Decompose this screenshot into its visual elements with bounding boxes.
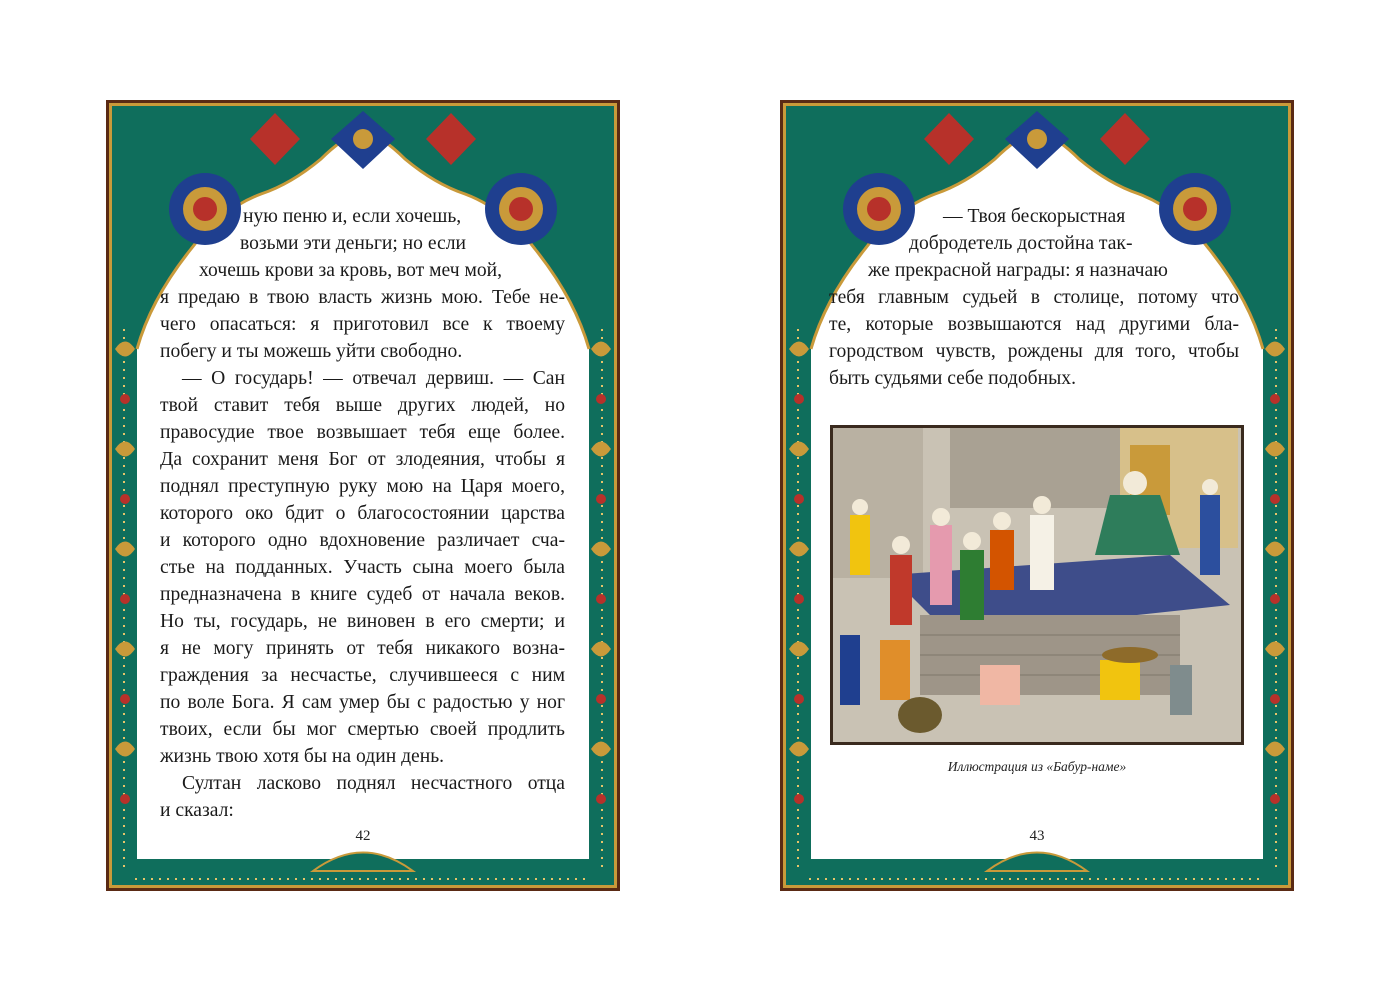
page-number: 43 — [1029, 828, 1045, 844]
text-line: я не могу принять от тебя никакого возна- — [160, 638, 565, 659]
text-line: тебя главным судьей в столице, потому что — [829, 287, 1239, 308]
text-line: твой ставит тебя выше других людей, но — [160, 395, 565, 416]
text-line: — Твоя бескорыстная — [943, 206, 1126, 227]
illustration-caption: Иллюстрация из «Бабур-наме» — [947, 759, 1127, 774]
text-line: которого око бдит о благосостоянии царства — [160, 503, 565, 524]
text-line: чего опасаться: я приготовил все к твоему — [160, 314, 565, 335]
text-line: быть судьями себе подобных. — [829, 368, 1076, 389]
text-line: по воле Бога. Я сам умер бы с радостью у ног — [160, 692, 565, 713]
text-line: хочешь крови за кровь, вот меч мой, — [199, 260, 503, 281]
text-line: добродетель достойна так- — [909, 233, 1133, 254]
text-line: возьми эти деньги; но если — [240, 233, 467, 254]
text-line: твоих, если бы мог смертью своей продлить — [160, 719, 565, 740]
text-line: же прекрасной награды: я назначаю — [868, 260, 1168, 281]
text-line: ную пеню и, если хочешь, — [243, 206, 462, 227]
text-line: предназначена в книге судеб от начала веков. — [160, 584, 565, 605]
text-line: Султан ласково поднял несчастного отца — [182, 773, 565, 794]
text-line: поднял преступную руку мою на Царя моего, — [160, 476, 565, 497]
text-line: я предаю в твою власть жизнь мою. Тебе не- — [160, 287, 565, 308]
body-text — [160, 203, 565, 824]
text-line: и сказал: — [160, 800, 234, 821]
text-line: жизнь твою хотя бы на один день. — [160, 746, 445, 767]
page-number: 42 — [355, 828, 371, 844]
page-right — [779, 99, 1295, 892]
text-line: те, которые возвышаются над другими бла- — [829, 314, 1239, 335]
text-line: стье на подданных. Участь сына моего была — [160, 557, 565, 578]
page-left — [105, 99, 621, 892]
text-line: граждения за несчастье, случившееся с ним — [160, 665, 565, 686]
text-line: Но ты, государь, не виновен в его смерти; и — [160, 611, 565, 632]
text-line: — О государь! — отвечал дервиш. — Сан — [182, 368, 565, 389]
text-line: Да сохранит меня Бог от злодеяния, чтобы я — [160, 449, 565, 470]
text-line: городством чувств, рождены для того, чтобы — [829, 341, 1239, 362]
text-line: побегу и ты можешь уйти свободно. — [160, 341, 463, 362]
text-line: правосудие твое возвышает тебя еще более. — [160, 422, 565, 443]
body-text — [829, 203, 1239, 392]
miniature-painting-image — [830, 425, 1244, 745]
text-line: и которого одно вдохновение различает сча- — [160, 530, 565, 551]
